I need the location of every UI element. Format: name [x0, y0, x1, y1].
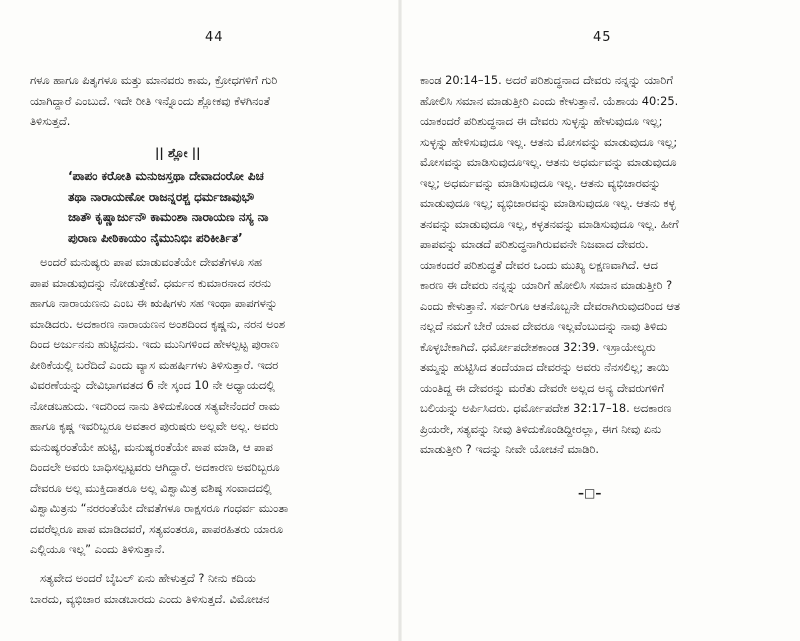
text-line: ಹೋಲಿಸಿ ಸಮಾನ ಮಾಡುತ್ತೀರಿ ಎಂದು ಕೇಳುತ್ತಾನೆ. ಯೆಶಾಯ 40:25. — [420, 93, 679, 108]
text-line: ದವರೆಲ್ಲರೂ ಪಾಪ ಮಾಡಿದವರೆ, ಸತ್ಯವಂತರೂ, ಪಾಪರಹಿತರು ಯಾರೂ — [30, 521, 283, 536]
text-line: ಮಾಡಿದರು. ಅದಕಾರಣ ನಾರಾಯಣನ ಅಂಶದಿಂದ ಕೃಷ್ಣನು, ನರನ ಅಂಶ — [30, 316, 285, 331]
text-line: ದಿಂದ ಅರ್ಜುನನು ಹುಟ್ಟಿದನು. ಇದು ಮುನಿಗಳಿಂದ ಹೇಳಲ್ಪಟ್ಟ ಪುರಾಣ — [30, 337, 279, 351]
shloka-heading: || ಶ್ಲೋ || — [155, 146, 201, 160]
right-page-number: 45 — [593, 30, 612, 45]
book-gutter — [398, 0, 402, 641]
text-line: ಹಾಗೂ ನಾರಾಯಣನು ಎಂಬ ಈ ಋಷಿಗಳು ಸಹ ಇಂಥಾ ಪಾಪಗಳನ್ನು — [30, 296, 278, 310]
text-line: ಮಾಡುತ್ತೀರಿ ? ಇದನ್ನು ನೀವೇ ಯೋಚನೆ ಮಾಡಿರಿ. — [420, 442, 600, 456]
verse-line: ಪುರಾಣ ಪೀಠಿಕಾಯಂ ನೈಮುನಿಭಿಃ ಪರಿಕೀರ್ತಿತ’ — [68, 230, 243, 245]
sanskrit-verse — [68, 166, 388, 248]
text-line: ಯಾಕಂದರೆ ಪರಿಶುದ್ಧನಾದ ಈ ದೇವರು ಸುಳ್ಳನ್ನು ಹೇಳುವುದೂ ಇಲ್ಲ; — [420, 114, 663, 128]
text-line: ಇಲ್ಲ; ಅಧರ್ಮವನ್ನು ಮಾಡಿಸುವುದೂ ಇಲ್ಲ. ಆತನು ವ್ಯಭಿಚಾರವನ್ನು — [420, 175, 661, 190]
left-para-1 — [30, 70, 386, 132]
text-line: ಗಳೂ ಹಾಗೂ ಪಿತೃಗಳೂ ಮತ್ತು ಮಾನವರು ಕಾಮ, ಕ್ರೋಧಗಳಿಗೆ ಗುರಿ — [30, 73, 278, 87]
text-line: ವಿಶ್ವಾಮಿತ್ರನು “ನರರಂತೆಯೇ ದೇವತೆಗಳೂ ರಾಕ್ಷಸರೂ ಗಂಧರ್ವ ಮುಂತಾ — [30, 501, 289, 515]
left-page-number: 44 — [205, 30, 224, 45]
text-line: ನಲ್ಲದೆ ನಮಗೆ ಬೇರೆ ಯಾವ ದೇವರೂ ಇಲ್ಲವೆಂಬುದನ್ನು ನಾವು ತಿಳಿದು — [420, 319, 668, 333]
text-line: ದಿಂದಲೇ ಅವರು ಬಾಧಿಸಲ್ಪಟ್ಟವರು ಆಗಿದ್ದಾರೆ. ಅದಕಾರಣ ಅವರಿಬ್ಬರೂ — [30, 460, 280, 474]
text-line: ಸತ್ಯವೇದ ಅಂದರೆ ಬೈಬಲ್ ಏನು ಹೇಳುತ್ತದೆ ? ನೀನು ಕದಿಯ — [40, 571, 256, 585]
text-line: ದೇವರೂ ಅಲ್ಲ ಮುಕ್ತಿದಾತರೂ ಅಲ್ಲ ವಿಶ್ವಾಮಿತ್ರ ವಶಿಷ್ಠ ಸಂವಾದದಲ್ಲಿ — [30, 480, 272, 495]
text-line: ನೋಡಬಹುದು. ಇದರಿಂದ ನಾನು ತಿಳಿದುಕೊಂಡ ಸತ್ಯವೇನೆಂದರೆ ರಾಮ — [30, 398, 280, 413]
text-line: ಬಲಿಯನ್ನು ಅರ್ಪಿಸಿದರು. ಧರ್ಮೋಪದೇಶ 32:17–18. ಅದಕಾರಣ — [420, 401, 672, 415]
text-line: ತಮ್ಮನ್ನು ಹುಟ್ಟಿಸಿದ ತಂದೆಯಾದ ದೇವರನ್ನು ಅವರು ನೆನಸಲಿಲ್ಲ; ತಾಯಿ — [420, 360, 669, 374]
section-end-mark: –□– — [578, 486, 602, 500]
left-para-2 — [30, 252, 386, 560]
text-line: ಪೀಠಿಕೆಯಲ್ಲಿ ಬರೆದಿದೆ ಎಂದು ವ್ಯಾಸ ಮಹರ್ಷಿಗಳು ತಿಳಿಸುತ್ತಾರೆ. ಇದರ — [30, 357, 279, 372]
text-line: ತಿಳಿಸುತ್ತದೆ. — [30, 114, 71, 128]
text-line: ಅಂದರೆ ಮನುಷ್ಯರು ಪಾಪ ಮಾಡುವಂತೆಯೇ ದೇವತೆಗಳೂ ಸಹ — [40, 255, 262, 269]
text-line: ಬಾರದು, ವ್ಯಭಿಚಾರ ಮಾಡಬಾರದು ಎಂದು ತಿಳಿಸುತ್ತದೆ. ವಿಮೋಚನ — [30, 591, 270, 606]
text-line: ಎಲ್ಲಿಯೂ ಇಲ್ಲ” ಎಂದು ತಿಳಿಸುತ್ತಾನೆ. — [30, 542, 165, 556]
text-line: ಹಾಗೂ ಕೃಷ್ಣ ಇವರಿಬ್ಬರೂ ಅವತಾರ ಪುರುಷರು ಅಲ್ಲವೇ ಅಲ್ಲ. ಅವರು — [30, 419, 279, 433]
text-line: ಕಾಂಡ 20:14–15. ಅದರೆ ಪರಿಶುದ್ಧನಾದ ದೇವರು ನನ್ನನ್ನು ಯಾರಿಗೆ — [420, 73, 673, 87]
text-line: ಪಾಪ ಮಾಡುವುದನ್ನು ನೋಡುತ್ತೇವೆ. ಧರ್ಮನ ಕುಮಾರನಾದ ನರನು — [30, 275, 272, 290]
text-line: ಮನುಷ್ಯರಂತೆಯೇ ಹುಟ್ಟಿ, ಮನುಷ್ಯರಂತೆಯೇ ಪಾಪ ಮಾಡಿ, ಆ ಪಾಪ — [30, 439, 273, 454]
text-line: ತನವನ್ನು ಮಾಡುವುದೂ ಇಲ್ಲ, ಕಳ್ಳತನವನ್ನು ಮಾಡಿಸುವುದೂ ಇಲ್ಲ. ಹೀಗೆ — [420, 216, 679, 231]
text-line: ಪಾಪವನ್ನು ಮಾಡದೆ ಪರಿಶುದ್ಧನಾಗಿರುವವನೇ ನಿಜವಾದ ದೇವರು. — [420, 237, 649, 251]
verse-line: ‘ಪಾಪಂ ಕರೋತಿ ಮನುಜಸ್ತಥಾ ದೇವಾದಂರೋ ಪಿಚ — [68, 169, 264, 183]
text-line: ಯಾಕಂದರೆ ಪರಿಶುದ್ಧತೆ ದೇವರ ಒಂದು ಮುಖ್ಯ ಲಕ್ಷಣವಾಗಿದೆ. ಆದ — [420, 257, 658, 272]
text-line: ಸುಳ್ಳನ್ನು ಹೇಳಿಸುವುದೂ ಇಲ್ಲ. ಆತನು ಮೋಸವನ್ನು ಮಾಡುವುದೂ ಇಲ್ಲ; — [420, 134, 678, 149]
right-para — [420, 70, 780, 460]
text-line: ಕಾರಣ ಈ ದೇವರು ನನ್ನನ್ನು ಯಾರಿಗೆ ಹೋಲಿಸಿ ಸಮಾನ ಮಾಡುತ್ತೀರಿ ? — [420, 278, 673, 292]
left-para-3 — [30, 568, 386, 609]
text-line: ಯಾಗಿದ್ದಾರೆ ಎಂಬುದೆ. ಇದೇ ರೀತಿ ಇನ್ನೊಂದು ಶ್ಲೋಕವು ಕೆಳಗಿನಂತೆ — [30, 93, 270, 108]
text-line: ಮೋಸವನ್ನು ಮಾಡಿಸುವುದೂಇಲ್ಲ. ಆತನು ಅಧರ್ಮವನ್ನು ಮಾಡುವುದೂ — [420, 155, 677, 169]
text-line: ಕೊಳ್ಳಬೇಕಾಗಿದೆ. ಧರ್ಮೋಪದೇಶಕಾಂಡ 32:39. ಇಸ್ರಾಯೇಲ್ಯರು — [420, 339, 656, 354]
text-line: ಪ್ರಿಯರೇ, ಸತ್ಯವನ್ನು ನೀವು ತಿಳಿದುಕೊಂಡಿದ್ದೀರಲ್ಲಾ, ಈಗ ನೀವು ಏನು — [420, 421, 662, 436]
verse-line: ತಥಾ ನಾರಾಯಣೋ ರಾಜನ್ನರಶ್ಚ ಧರ್ಮಜಾವುಭೌ — [68, 189, 255, 204]
text-line: ಮಾಡುವುದೂ ಇಲ್ಲ; ವ್ಯಭಿಚಾರವನ್ನು ಮಾಡಿಸುವುದೂ ಇಲ್ಲ. ಆತನು ಕಳ್ಳ — [420, 196, 676, 210]
text-line: ಯಂತಿದ್ದ ಈ ದೇವರನ್ನು ಮರೆತು ದೇವರೇ ಅಲ್ಲದ ಅನ್ಯ ದೇವರುಗಳಿಗೆ — [420, 380, 665, 395]
text-line: ವಿವರಣೆಯನ್ನು ದೇವಿಭಾಗವತದ 6 ನೇ ಸ್ಕಂದ 10 ನೇ ಅಧ್ಯಾಯದಲ್ಲಿ — [30, 378, 275, 392]
verse-line: ಜಾತೌ ಕೃಷ್ಣಾರ್ಜುನೌ ಕಾಮಂಶಾ ನಾರಾಯಣ ನಸ್ಯ ನಾ — [68, 210, 269, 224]
text-line: ಎಂದು ಕೇಳುತ್ತಾನೆ. ಸರ್ವರಿಗೂ ಆತನೊಬ್ಬನೇ ದೇವರಾಗಿರುವುದರಿಂದ ಆತ — [420, 298, 680, 313]
